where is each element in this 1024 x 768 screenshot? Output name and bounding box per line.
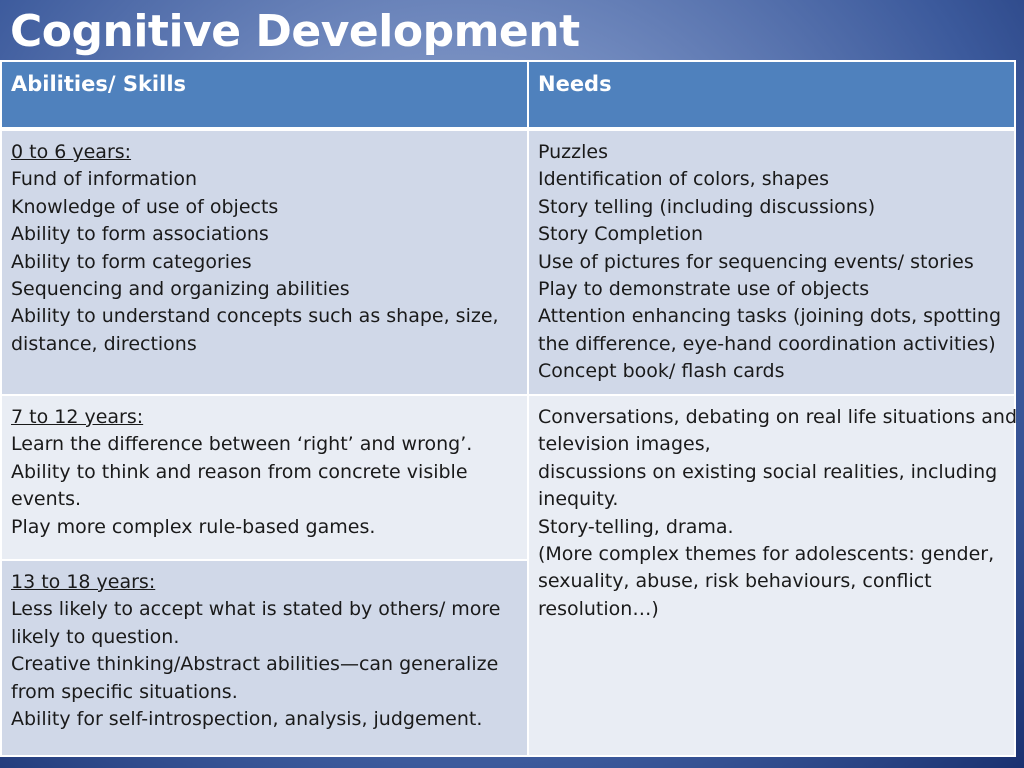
ability-line: Less likely to accept what is stated by others/ more [11, 598, 501, 621]
need-line: Conversations, debating on real life situations and [538, 406, 1018, 428]
need-line: discussions on existing social realities, including [538, 460, 998, 483]
ability-line: distance, directions [11, 332, 197, 355]
ability-line: Learn the difference between ‘right’ and wrong’. [11, 433, 473, 456]
age-label-13-18: 13 to 18 years: [11, 571, 156, 593]
age-label-0-6: 0 to 6 years: [11, 141, 132, 163]
ability-line: Ability to understand concepts such as shape, size, [11, 305, 499, 328]
ability-line: Play more complex rule-based games. [11, 515, 376, 538]
need-line: Concept book/ flash cards [538, 360, 785, 383]
need-line: (More complex themes for adolescents: gender, [538, 543, 995, 566]
need-line: Story telling (including discussions) [538, 195, 876, 218]
ability-line: Ability to form associations [11, 223, 269, 246]
needs-cell-0-6 [528, 129, 1015, 395]
ability-line: Sequencing and organizing abilities [11, 278, 350, 301]
table-row [1, 129, 1015, 395]
abilities-cell-13-18 [1, 560, 528, 756]
age-label-7-12: 7 to 12 years: [11, 406, 144, 428]
cognitive-development-table [0, 60, 1016, 757]
need-line: Story-telling, drama. [538, 515, 734, 538]
need-line: resolution…) [538, 597, 659, 620]
slide-title: Cognitive Development [10, 6, 580, 57]
table-row [1, 395, 1015, 560]
need-line: sexuality, abuse, risk behaviours, conflict [538, 570, 932, 593]
ability-line: likely to question. [11, 625, 180, 648]
ability-line: events. [11, 488, 82, 511]
table-header-row [1, 61, 1015, 129]
ability-line: Ability to form categories [11, 250, 252, 273]
need-line: Attention enhancing tasks (joining dots, spotting [538, 305, 1002, 328]
abilities-cell-7-12 [1, 395, 528, 560]
needs-cell-7-18 [528, 395, 1018, 756]
abilities-cell-0-6 [1, 129, 528, 395]
ability-line: Fund of information [11, 168, 198, 191]
ability-line: Knowledge of use of objects [11, 195, 279, 218]
need-line: inequity. [538, 488, 619, 511]
ability-line: from specific situations. [11, 680, 238, 703]
need-line: Story Completion [538, 223, 704, 246]
ability-line: Ability for self-introspection, analysis, judgement. [11, 708, 483, 731]
need-line: Identification of colors, shapes [538, 168, 829, 191]
header-needs: Needs [528, 61, 1015, 129]
header-abilities-skills: Abilities/ Skills [1, 61, 528, 129]
need-line: the difference, eye-hand coordination activities) [538, 332, 996, 355]
need-line: Puzzles [538, 141, 608, 163]
need-line: Play to demonstrate use of objects [538, 278, 870, 301]
need-line: television images, [538, 433, 711, 456]
ability-line: Creative thinking/Abstract abilities—can generalize [11, 653, 499, 676]
ability-line: Ability to think and reason from concrete visible [11, 460, 468, 483]
need-line: Use of pictures for sequencing events/ stories [538, 250, 974, 273]
